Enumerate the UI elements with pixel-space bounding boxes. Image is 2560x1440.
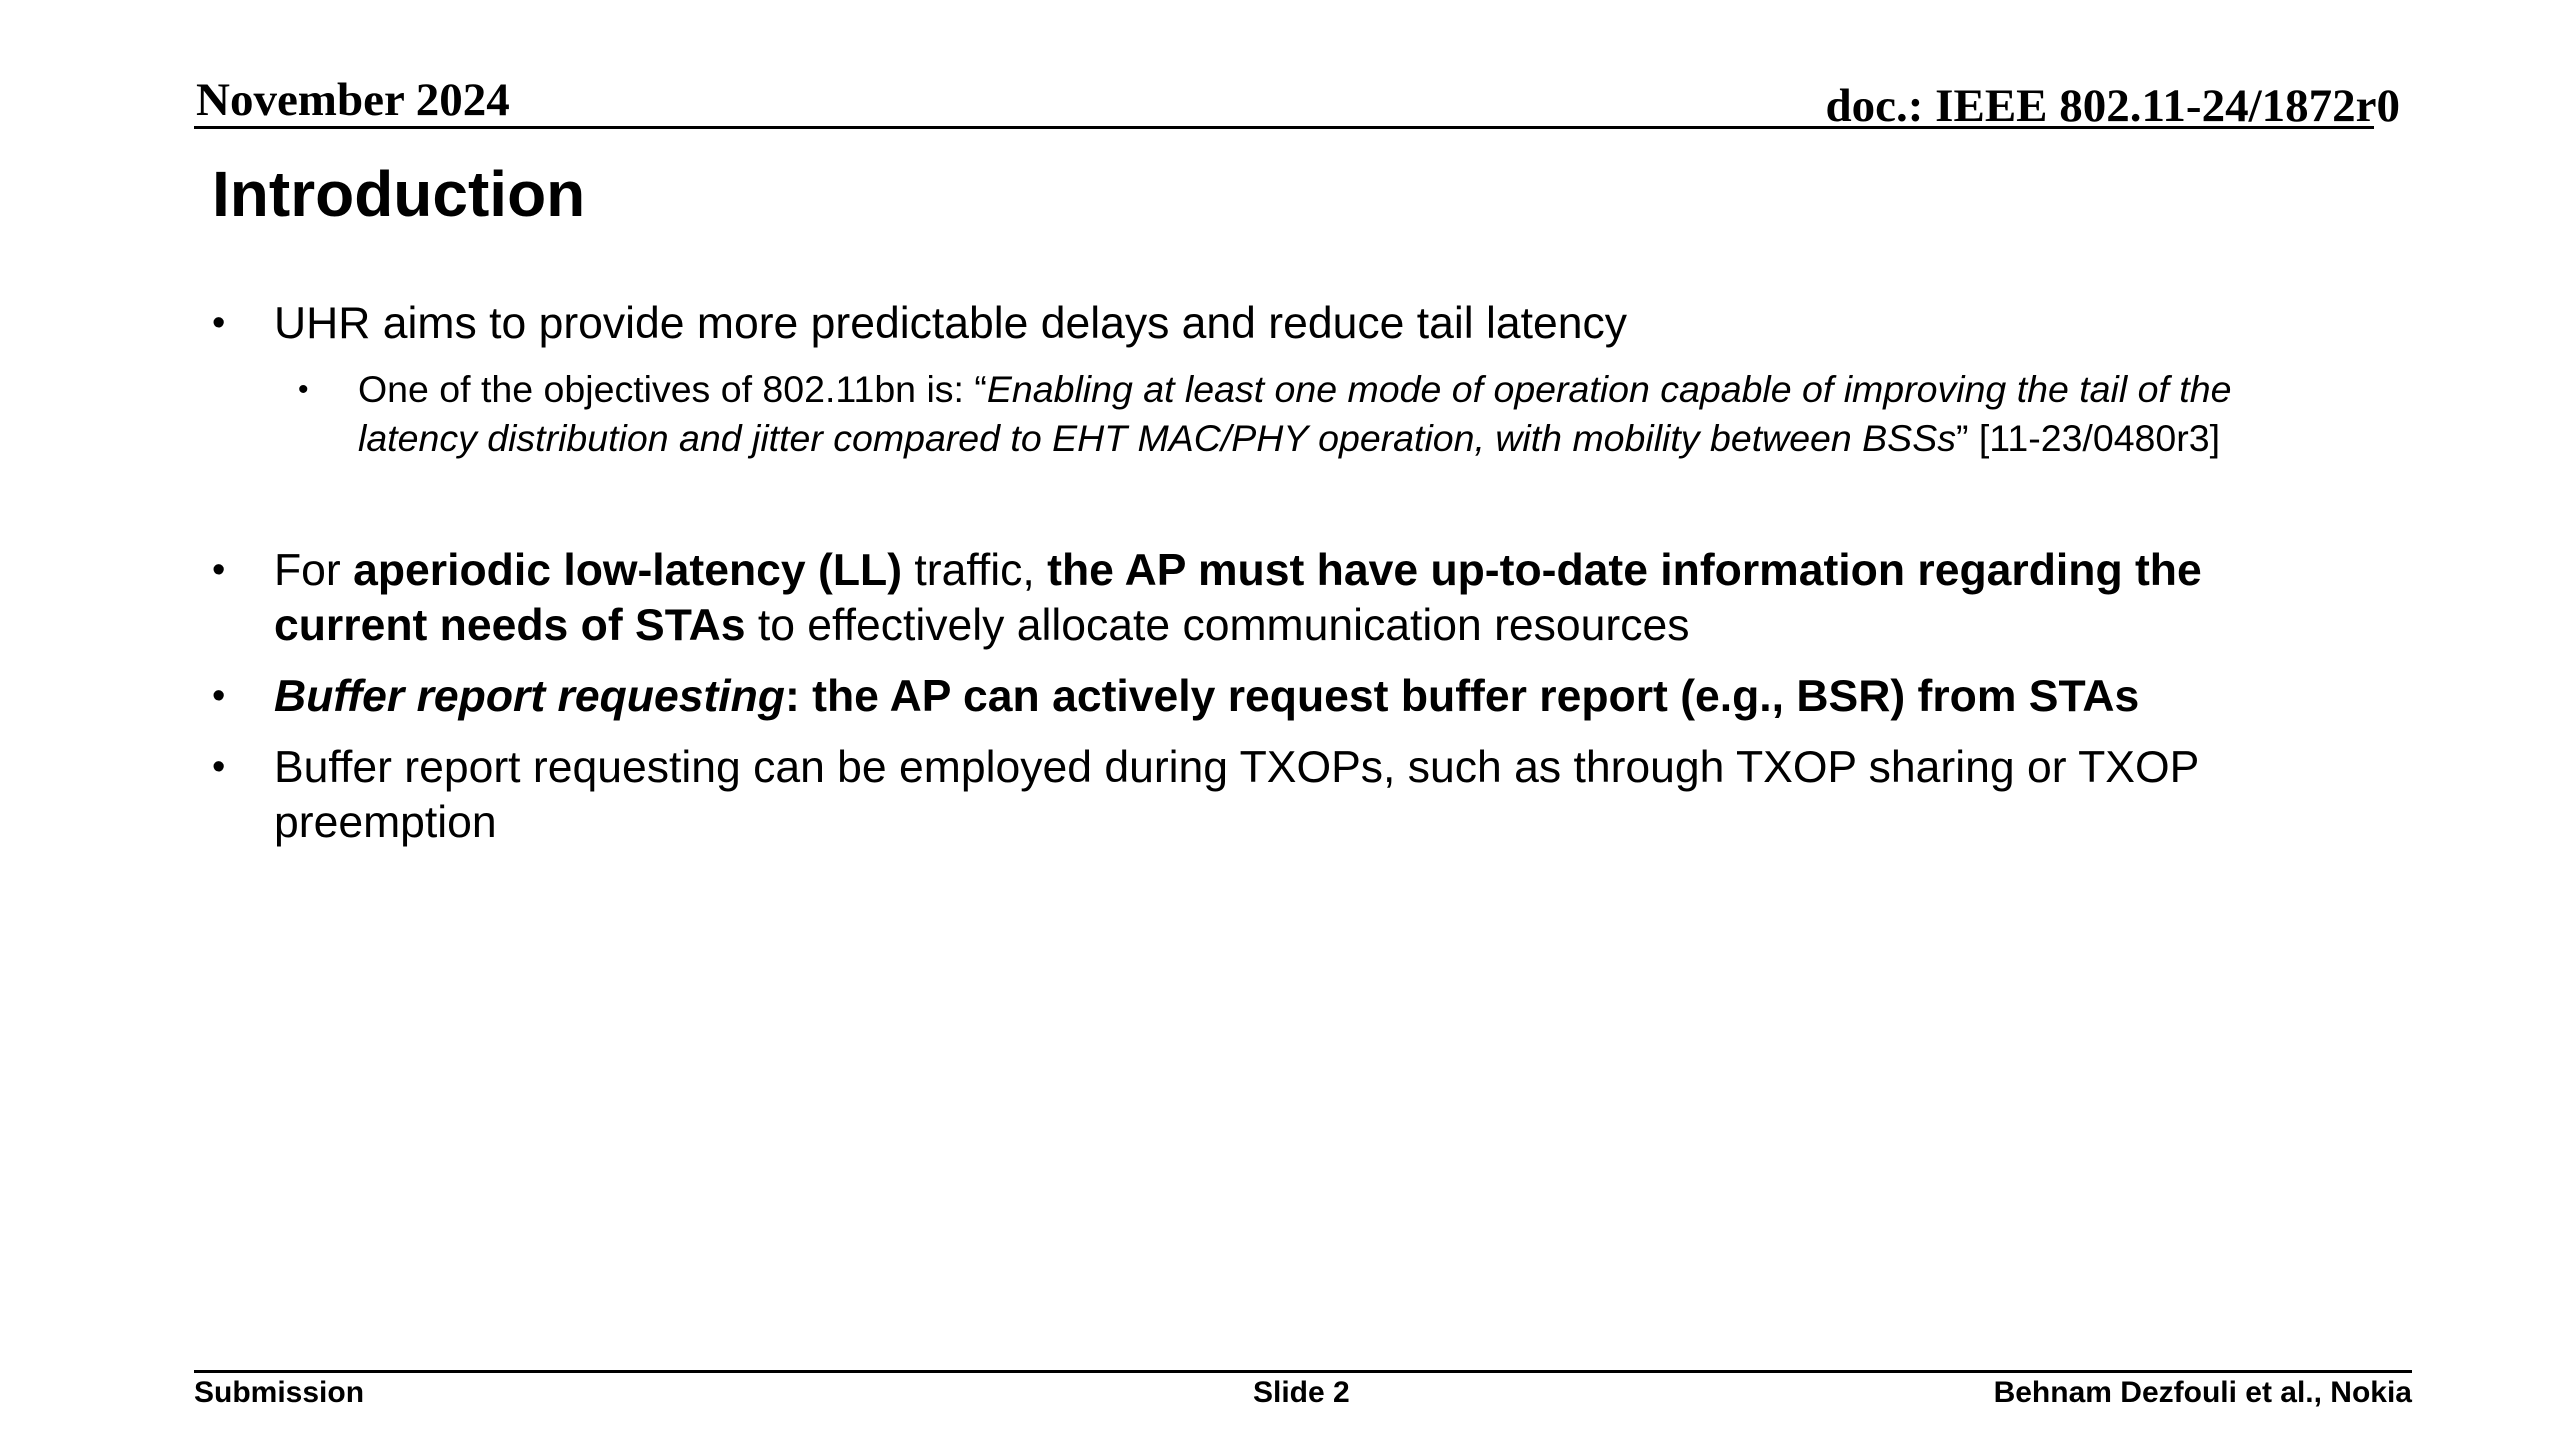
sub-bullet-prefix: One of the objectives of 802.11bn is: “ bbox=[358, 368, 987, 410]
bullet-bold-part: : the AP can actively request buffer report (e.g., BSR) from STAs bbox=[785, 672, 2140, 721]
sub-bullet-suffix: ” [11-23/0480r3] bbox=[1955, 417, 2221, 459]
bullet-bold-italic-part: Buffer report requesting bbox=[274, 672, 785, 721]
footer-authors: Behnam Dezfouli et al., Nokia bbox=[1993, 1376, 2412, 1409]
bullet-dot-icon: • bbox=[212, 549, 226, 591]
footer-slide-number: Slide 2 bbox=[1253, 1376, 1350, 1409]
bullet-text: Buffer report requesting can be employed during TXOPs, such as through TXOP sharing or TXOP preemption bbox=[274, 743, 2199, 847]
slide-body bbox=[208, 296, 2348, 850]
header-date: November 2024 bbox=[196, 74, 510, 126]
bullet-buffer-report-requesting bbox=[208, 669, 2348, 724]
bullet-uhr-aims bbox=[208, 296, 2348, 351]
sub-bullet-quote: Enabling at least one mode of operation capable of improving the tail of the latency distribution and jitter compared to EHT MAC/PHY operation, with mobility between BSSs bbox=[358, 368, 2232, 459]
bullet-bold-part: the AP must have up-to-date information regarding the current needs of STAs bbox=[274, 546, 2202, 650]
slide-title: Introduction bbox=[212, 158, 586, 230]
header-divider bbox=[194, 126, 2374, 129]
bullet-txop bbox=[208, 740, 2348, 850]
sub-bullet-objective bbox=[298, 365, 2348, 463]
footer-submission: Submission bbox=[194, 1376, 365, 1409]
bullet-dot-icon: • bbox=[212, 746, 226, 788]
bullet-text-part: traffic, bbox=[902, 546, 1048, 595]
sub-bullet-dot-icon: • bbox=[298, 373, 309, 406]
bullet-bold-part: aperiodic low-latency (LL) bbox=[353, 546, 903, 595]
header-doc-number: doc.: IEEE 802.11-24/1872r0 bbox=[1825, 80, 2400, 132]
bullet-aperiodic-ll bbox=[208, 543, 2348, 653]
bullet-text: UHR aims to provide more predictable delays and reduce tail latency bbox=[274, 299, 1627, 348]
bullet-dot-icon: • bbox=[212, 302, 226, 344]
bullet-text-part: For bbox=[274, 546, 354, 595]
footer-divider bbox=[194, 1370, 2412, 1373]
bullet-text-part: to effectively allocate communication resources bbox=[745, 601, 1690, 650]
bullet-dot-icon: • bbox=[212, 675, 226, 717]
